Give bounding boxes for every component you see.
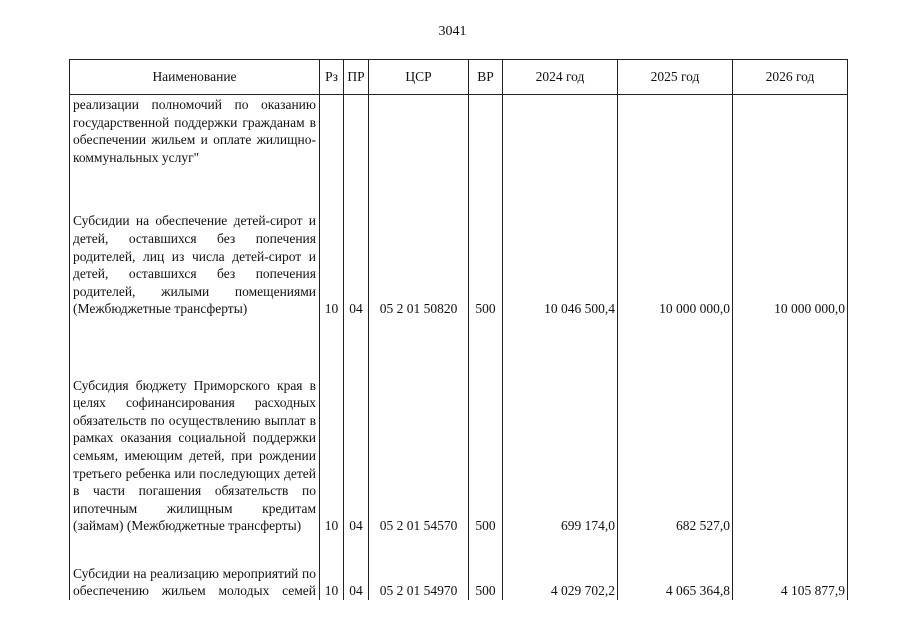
row-2025: 682 527,0 bbox=[618, 318, 733, 535]
table-row bbox=[70, 535, 848, 600]
header-2024: 2024 год bbox=[503, 60, 618, 95]
row-name: реализации полномочий по оказанию государственной поддержки гражданам в обеспечении жильем и оплате жилищно-коммунальных услуг" bbox=[70, 95, 320, 186]
budget-table bbox=[69, 59, 848, 600]
row-2024: 699 174,0 bbox=[503, 318, 618, 535]
row-2025 bbox=[618, 95, 733, 186]
header-pr: ПР bbox=[344, 60, 369, 95]
row-vr: 500 bbox=[469, 318, 503, 535]
row-csr: 05 2 01 50820 bbox=[369, 185, 469, 318]
row-2026 bbox=[733, 318, 848, 535]
row-vr: 500 bbox=[469, 535, 503, 600]
row-2024: 4 029 702,2 bbox=[503, 535, 618, 600]
table-row bbox=[70, 185, 848, 318]
row-2025: 4 065 364,8 bbox=[618, 535, 733, 600]
row-csr bbox=[369, 95, 469, 186]
table-header-row bbox=[70, 60, 848, 95]
row-2026 bbox=[733, 95, 848, 186]
row-pr: 04 bbox=[344, 185, 369, 318]
row-2024: 10 046 500,4 bbox=[503, 185, 618, 318]
row-csr: 05 2 01 54970 bbox=[369, 535, 469, 600]
row-pr: 04 bbox=[344, 535, 369, 600]
row-rz: 10 bbox=[320, 535, 344, 600]
row-pr: 04 bbox=[344, 318, 369, 535]
header-name: Наименование bbox=[70, 60, 320, 95]
row-name: Субсидия бюджету Приморского края в целях софинансирования расходных обязательств по осуществлению выплат в рамках оказания социальной поддержки семьям, имеющим детей, при рождении третьего ребенка или последующих детей в части погашения обязательств по ипотечным жилищным кредитам (займам) (Межбюджетные трансферты) bbox=[70, 318, 320, 535]
header-csr: ЦСР bbox=[369, 60, 469, 95]
header-vr: ВР bbox=[469, 60, 503, 95]
table-row bbox=[70, 95, 848, 186]
table-row bbox=[70, 318, 848, 535]
row-rz bbox=[320, 95, 344, 186]
row-csr: 05 2 01 54570 bbox=[369, 318, 469, 535]
header-rz: Рз bbox=[320, 60, 344, 95]
row-2026: 10 000 000,0 bbox=[733, 185, 848, 318]
header-2025: 2025 год bbox=[618, 60, 733, 95]
page-number: 3041 bbox=[438, 24, 467, 39]
row-vr bbox=[469, 95, 503, 186]
row-2024 bbox=[503, 95, 618, 186]
row-2026: 4 105 877,9 bbox=[733, 535, 848, 600]
row-rz: 10 bbox=[320, 318, 344, 535]
row-pr bbox=[344, 95, 369, 186]
row-2025: 10 000 000,0 bbox=[618, 185, 733, 318]
row-rz: 10 bbox=[320, 185, 344, 318]
header-2026: 2026 год bbox=[733, 60, 848, 95]
row-name: Субсидии на обеспечение детей-сирот и детей, оставшихся без попечения родителей, лиц из числа детей-сирот и детей, оставшихся без попечения родителей, жилыми помещениями (Межбюджетные трансферты) bbox=[70, 185, 320, 318]
row-name: Субсидии на реализацию мероприятий по обеспечению жильем молодых семей bbox=[70, 535, 320, 600]
row-vr: 500 bbox=[469, 185, 503, 318]
